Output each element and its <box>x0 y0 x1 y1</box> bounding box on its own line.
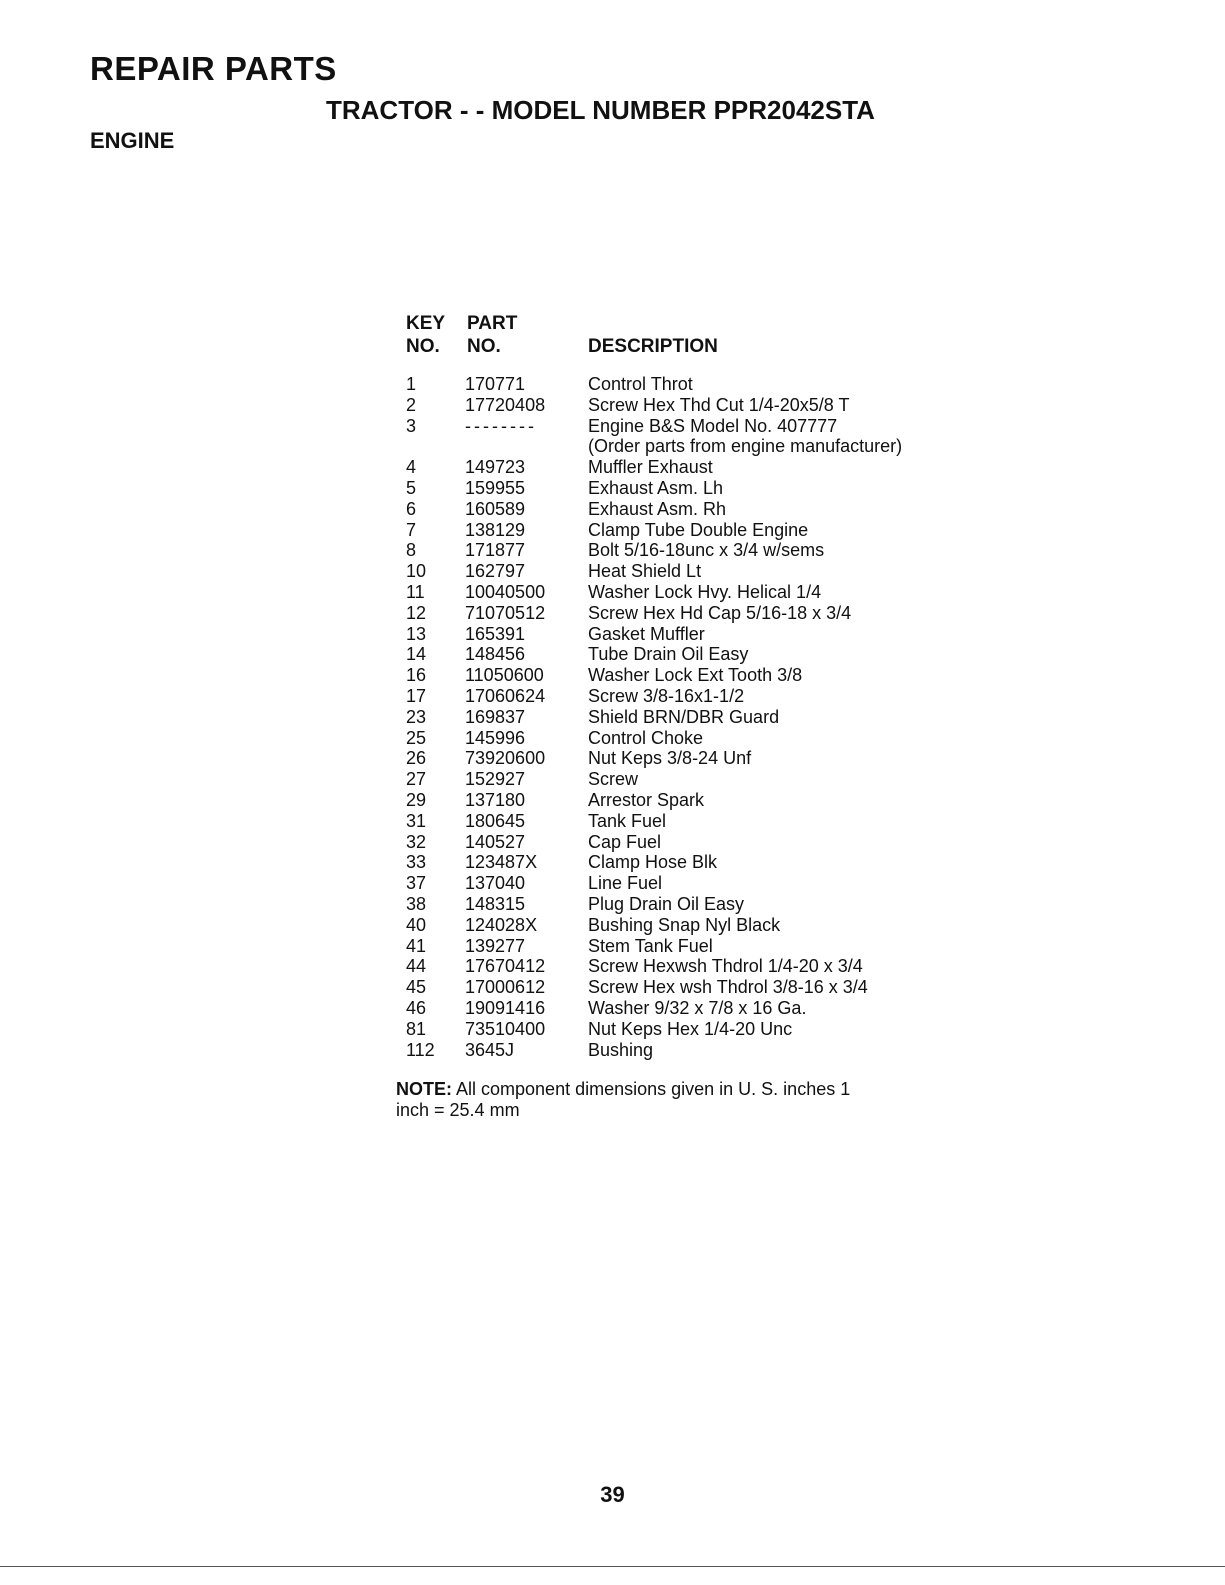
table-row <box>396 624 956 645</box>
part-number: 169837 <box>465 706 526 727</box>
part-number: 171877 <box>465 540 526 561</box>
table-row <box>396 582 956 603</box>
part-number: 139277 <box>465 935 526 956</box>
part-description: Bolt 5/16-18unc x 3/4 w/sems <box>588 540 825 561</box>
table-row <box>396 603 956 624</box>
part-description: Clamp Hose Blk <box>588 852 718 873</box>
key-number: 4 <box>406 457 417 478</box>
table-row <box>396 416 956 437</box>
part-description: Control Choke <box>588 727 704 748</box>
key-number: 25 <box>406 727 427 748</box>
part-number: 148315 <box>465 893 526 914</box>
part-description: Exhaust Asm. Lh <box>588 477 724 498</box>
key-number: 40 <box>406 914 427 935</box>
part-number: 165391 <box>465 623 526 644</box>
table-row <box>396 1040 956 1061</box>
part-number: 17000612 <box>465 977 546 998</box>
table-row <box>396 457 956 478</box>
key-number: 46 <box>406 997 427 1018</box>
bottom-rule <box>0 1566 1225 1567</box>
note-text: All component dimensions given in U. S. inches 1 inch = 25.4 mm <box>396 1079 851 1121</box>
part-number: 124028X <box>465 914 538 935</box>
parts-table-body <box>396 374 956 1060</box>
key-number: 6 <box>406 498 417 519</box>
part-description: Line Fuel <box>588 873 663 894</box>
part-number: 159955 <box>465 477 526 498</box>
table-row <box>396 561 956 582</box>
key-number: 16 <box>406 665 427 686</box>
part-description: Tube Drain Oil Easy <box>588 644 749 665</box>
key-number: 81 <box>406 1018 427 1039</box>
part-description: Screw 3/8-16x1-1/2 <box>588 685 745 706</box>
part-description: Control Throt <box>588 374 693 394</box>
key-number: 14 <box>406 644 427 665</box>
part-description: Exhaust Asm. Rh <box>588 498 727 519</box>
parts-list <box>396 313 956 1121</box>
part-description: Nut Keps Hex 1/4-20 Unc <box>588 1018 793 1039</box>
part-description: Heat Shield Lt <box>588 561 702 582</box>
table-row <box>396 998 956 1019</box>
model-title: TRACTOR - - MODEL NUMBER PPR2042STA <box>326 95 875 125</box>
table-row <box>396 436 956 457</box>
key-number: 2 <box>406 394 417 415</box>
part-number: 152927 <box>465 769 526 790</box>
key-number: 29 <box>406 789 427 810</box>
description-column-header: DESCRIPTION <box>588 336 718 357</box>
part-description: (Order parts from engine manufacturer) <box>588 436 903 457</box>
key-number: 112 <box>406 1039 435 1060</box>
section-title: ENGINE <box>90 128 175 153</box>
part-description: Bushing Snap Nyl Black <box>588 914 781 935</box>
note-label: NOTE: <box>396 1079 452 1100</box>
key-number: 31 <box>406 810 427 831</box>
key-number: 27 <box>406 769 427 790</box>
table-row <box>396 707 956 728</box>
part-number: 19091416 <box>465 997 546 1018</box>
part-description: Screw Hex Hd Cap 5/16-18 x 3/4 <box>588 602 852 623</box>
table-row <box>396 499 956 520</box>
part-number: 17670412 <box>465 956 546 977</box>
table-row <box>396 748 956 769</box>
part-column-header-line2: NO. <box>467 336 501 357</box>
key-number: 12 <box>406 602 427 623</box>
table-row <box>396 936 956 957</box>
part-description: Clamp Tube Double Engine <box>588 519 809 540</box>
key-number: 8 <box>406 540 417 561</box>
table-row <box>396 852 956 873</box>
part-number: 180645 <box>465 810 526 831</box>
part-number: 160589 <box>465 498 526 519</box>
part-number: 148456 <box>465 644 526 665</box>
table-row <box>396 395 956 416</box>
table-row <box>396 915 956 936</box>
part-description: Screw <box>588 769 639 790</box>
part-description: Washer Lock Ext Tooth 3/8 <box>588 665 803 686</box>
part-description: Bushing <box>588 1039 654 1060</box>
table-row <box>396 894 956 915</box>
part-description: Gasket Muffler <box>588 623 705 644</box>
part-number: 170771 <box>465 374 526 394</box>
table-row <box>396 478 956 499</box>
part-description: Screw Hex Thd Cut 1/4-20x5/8 T <box>588 394 850 415</box>
table-row <box>396 728 956 749</box>
part-description: Nut Keps 3/8-24 Unf <box>588 748 752 769</box>
table-row <box>396 1019 956 1040</box>
table-row <box>396 873 956 894</box>
part-number: 123487X <box>465 852 538 873</box>
parts-table-header <box>396 313 956 363</box>
key-number: 37 <box>406 873 427 894</box>
key-number: 38 <box>406 893 427 914</box>
part-number: 73510400 <box>465 1018 546 1039</box>
part-description: Engine B&S Model No. 407777 <box>588 415 838 436</box>
table-row <box>396 520 956 541</box>
key-number: 33 <box>406 852 427 873</box>
key-number: 5 <box>406 477 417 498</box>
part-description: Cap Fuel <box>588 831 662 852</box>
key-column-header-line2: NO. <box>406 336 440 357</box>
key-number: 11 <box>406 581 425 602</box>
page-title: REPAIR PARTS <box>90 50 337 87</box>
part-description: Stem Tank Fuel <box>588 935 713 956</box>
key-number: 10 <box>406 561 427 582</box>
key-number: 32 <box>406 831 427 852</box>
part-description: Screw Hexwsh Thdrol 1/4-20 x 3/4 <box>588 956 863 977</box>
key-number: 13 <box>406 623 427 644</box>
part-description: Shield BRN/DBR Guard <box>588 706 780 727</box>
part-description: Tank Fuel <box>588 810 667 831</box>
part-number: 17060624 <box>465 685 546 706</box>
key-number: 44 <box>406 956 427 977</box>
part-number: 17720408 <box>465 394 546 415</box>
part-number: 73920600 <box>465 748 546 769</box>
table-row <box>396 832 956 853</box>
table-row <box>396 769 956 790</box>
table-row <box>396 686 956 707</box>
part-description: Muffler Exhaust <box>588 457 713 478</box>
part-number: 10040500 <box>465 581 546 602</box>
table-row <box>396 644 956 665</box>
key-number: 1 <box>406 374 417 394</box>
part-number: 140527 <box>465 831 526 852</box>
key-column-header-line1: KEY <box>406 313 446 334</box>
table-row <box>396 665 956 686</box>
part-description: Washer Lock Hvy. Helical 1/4 <box>588 581 822 602</box>
table-row <box>396 374 956 395</box>
note <box>396 1079 856 1121</box>
table-row <box>396 977 956 998</box>
part-number: 3645J <box>465 1039 515 1060</box>
part-description: Washer 9/32 x 7/8 x 16 Ga. <box>588 997 807 1018</box>
table-row <box>396 790 956 811</box>
part-number: 11050600 <box>465 665 544 686</box>
table-row <box>396 811 956 832</box>
key-number: 41 <box>406 935 427 956</box>
key-number: 23 <box>406 706 427 727</box>
part-number: 149723 <box>465 457 526 478</box>
part-number: 71070512 <box>465 602 546 623</box>
part-number: 137040 <box>465 873 526 894</box>
part-description: Arrestor Spark <box>588 789 705 810</box>
part-number: 137180 <box>465 789 526 810</box>
table-row <box>396 540 956 561</box>
part-column-header-line1: PART <box>467 313 518 334</box>
table-row <box>396 956 956 977</box>
key-number: 17 <box>406 685 427 706</box>
part-number: 138129 <box>465 519 526 540</box>
key-number: 3 <box>406 415 417 436</box>
key-number: 26 <box>406 748 427 769</box>
part-description: Screw Hex wsh Thdrol 3/8-16 x 3/4 <box>588 977 868 998</box>
page-number: 39 <box>600 1482 625 1507</box>
part-number: 162797 <box>465 561 526 582</box>
key-number: 7 <box>406 519 417 540</box>
key-number: 45 <box>406 977 427 998</box>
part-number: 145996 <box>465 727 526 748</box>
part-description: Plug Drain Oil Easy <box>588 893 745 914</box>
part-number: -------- <box>465 415 537 436</box>
